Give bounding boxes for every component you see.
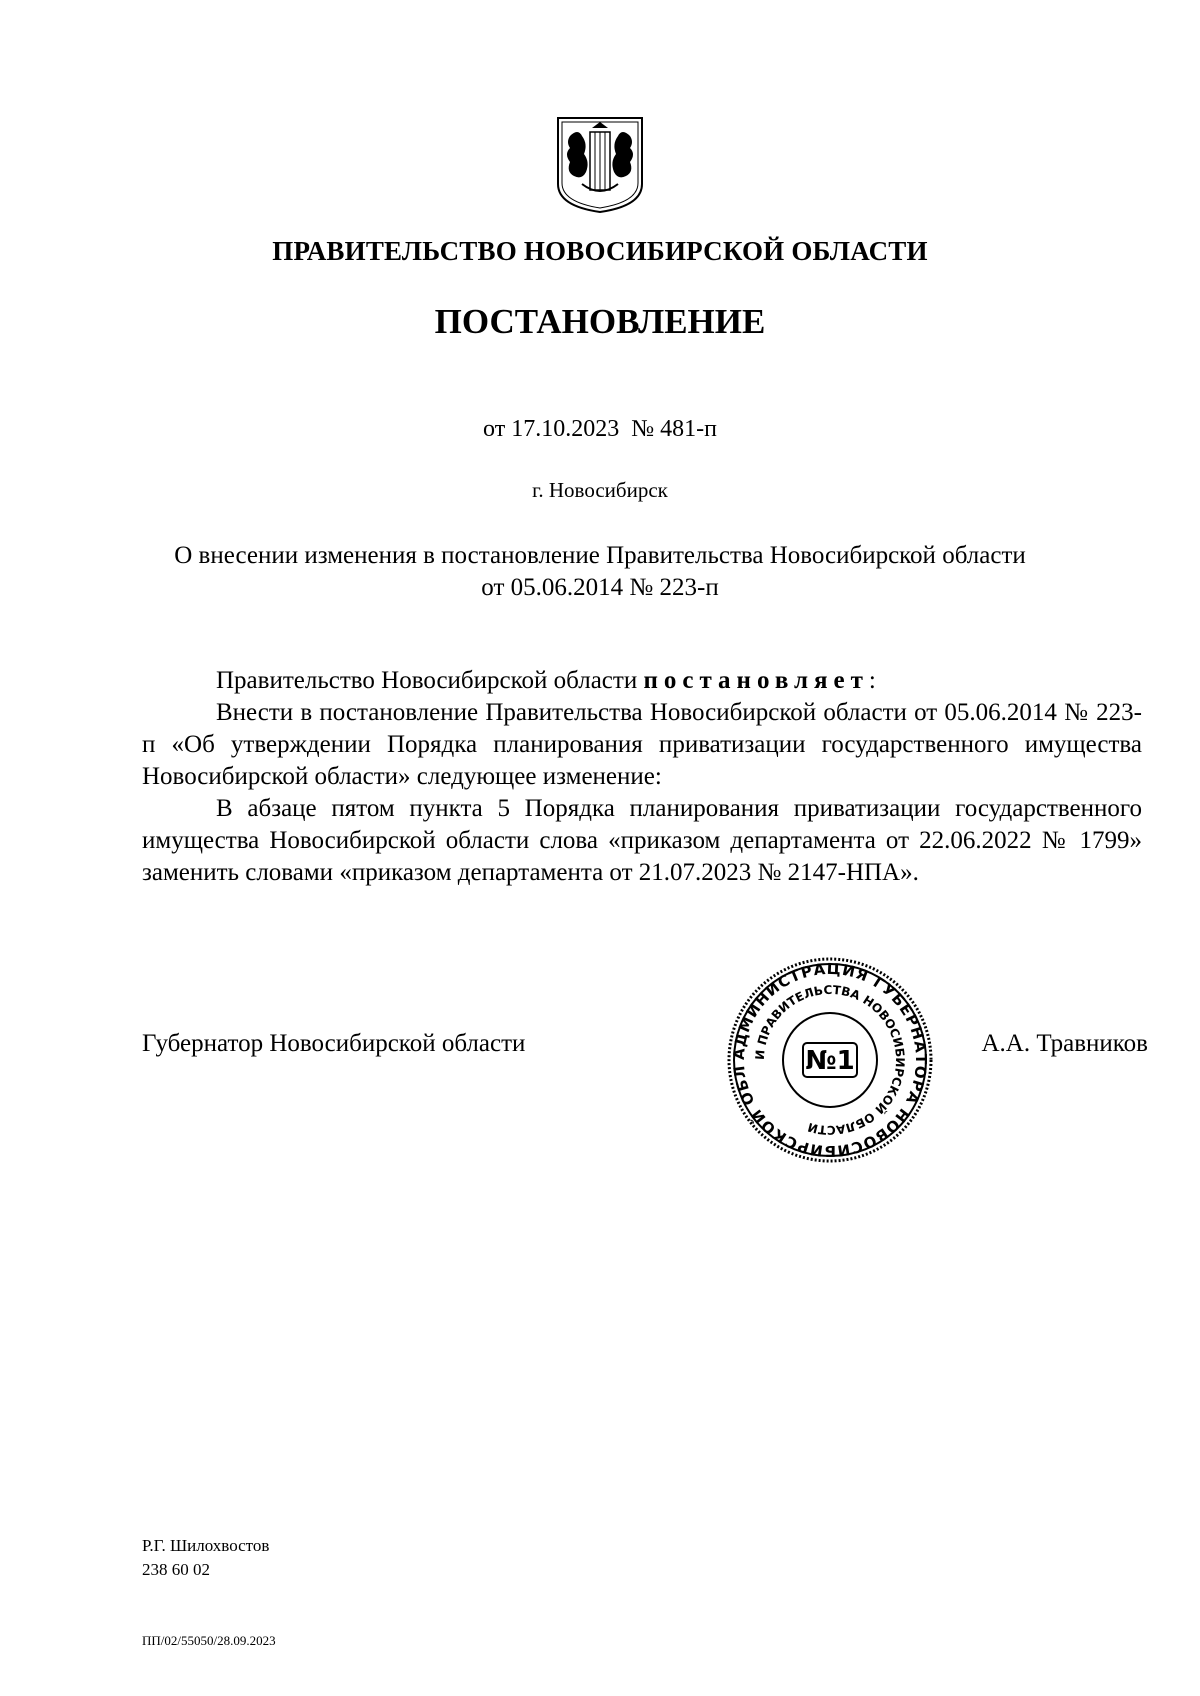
- subject-line-1: О внесении изменения в постановление Правительства Новосибирской области: [174, 542, 1026, 569]
- signatory-title: Губернатор Новосибирской области: [142, 1030, 526, 1057]
- document-code: ПП/02/55050/28.09.2023: [142, 1633, 276, 1648]
- organization-title: ПРАВИТЕЛЬСТВО НОВОСИБИРСКОЙ ОБЛАСТИ: [272, 236, 928, 266]
- coat-of-arms-icon: [552, 114, 648, 219]
- paragraph-resolution: [142, 665, 1142, 697]
- subject-line-2: от 05.06.2014 № 223-п: [481, 574, 719, 601]
- executor-name: Р.Г. Шилохвостов: [142, 1536, 270, 1555]
- svg-text:№1: №1: [805, 1046, 855, 1076]
- signatory-name: А.А. Травников: [981, 1030, 1148, 1057]
- executor-phone: 238 60 02: [142, 1560, 210, 1579]
- city: г. Новосибирск: [532, 478, 668, 502]
- paragraph-amendment: Внести в постановление Правительства Новосибирской области от 05.06.2014 № 223-п «Об утверждении Порядка планирования приватизации государственного имущества Новосибирской области» следующее изменение:: [142, 699, 1142, 790]
- paragraph-resolution-text: Правительство Новосибирской области: [216, 667, 644, 694]
- resolves-word: постановляет: [643, 667, 869, 694]
- official-seal: [725, 955, 935, 1170]
- svg-text:АДМИНИСТРАЦИЯ ГУБЕРНАТОРА НОВО: АДМИНИСТРАЦИЯ ГУБЕРНАТОРА НОВОСИБИРСКОЙ ОБЛ: [729, 959, 931, 1161]
- document-type: ПОСТАНОВЛЕНИЕ: [434, 302, 766, 341]
- svg-text:И ПРАВИТЕЛЬСТВА НОВОСИБИРСКОЙ: И ПРАВИТЕЛЬСТВА НОВОСИБИРСКОЙ ОБЛАСТИ: [752, 982, 908, 1138]
- document-subject: [0, 540, 1200, 604]
- paragraph-resolution-colon: :: [868, 667, 876, 694]
- paragraph-change: В абзаце пятом пункта 5 Порядка планирования приватизации государственного имущества Новосибирской области слова «приказом департамента от 22.06.2022 № 1799» заменить словами «приказом департамента от 21.07.2023 № 2147-НПА».: [142, 795, 1142, 886]
- date-number-line: от 17.10.2023 № 481-п: [483, 416, 717, 442]
